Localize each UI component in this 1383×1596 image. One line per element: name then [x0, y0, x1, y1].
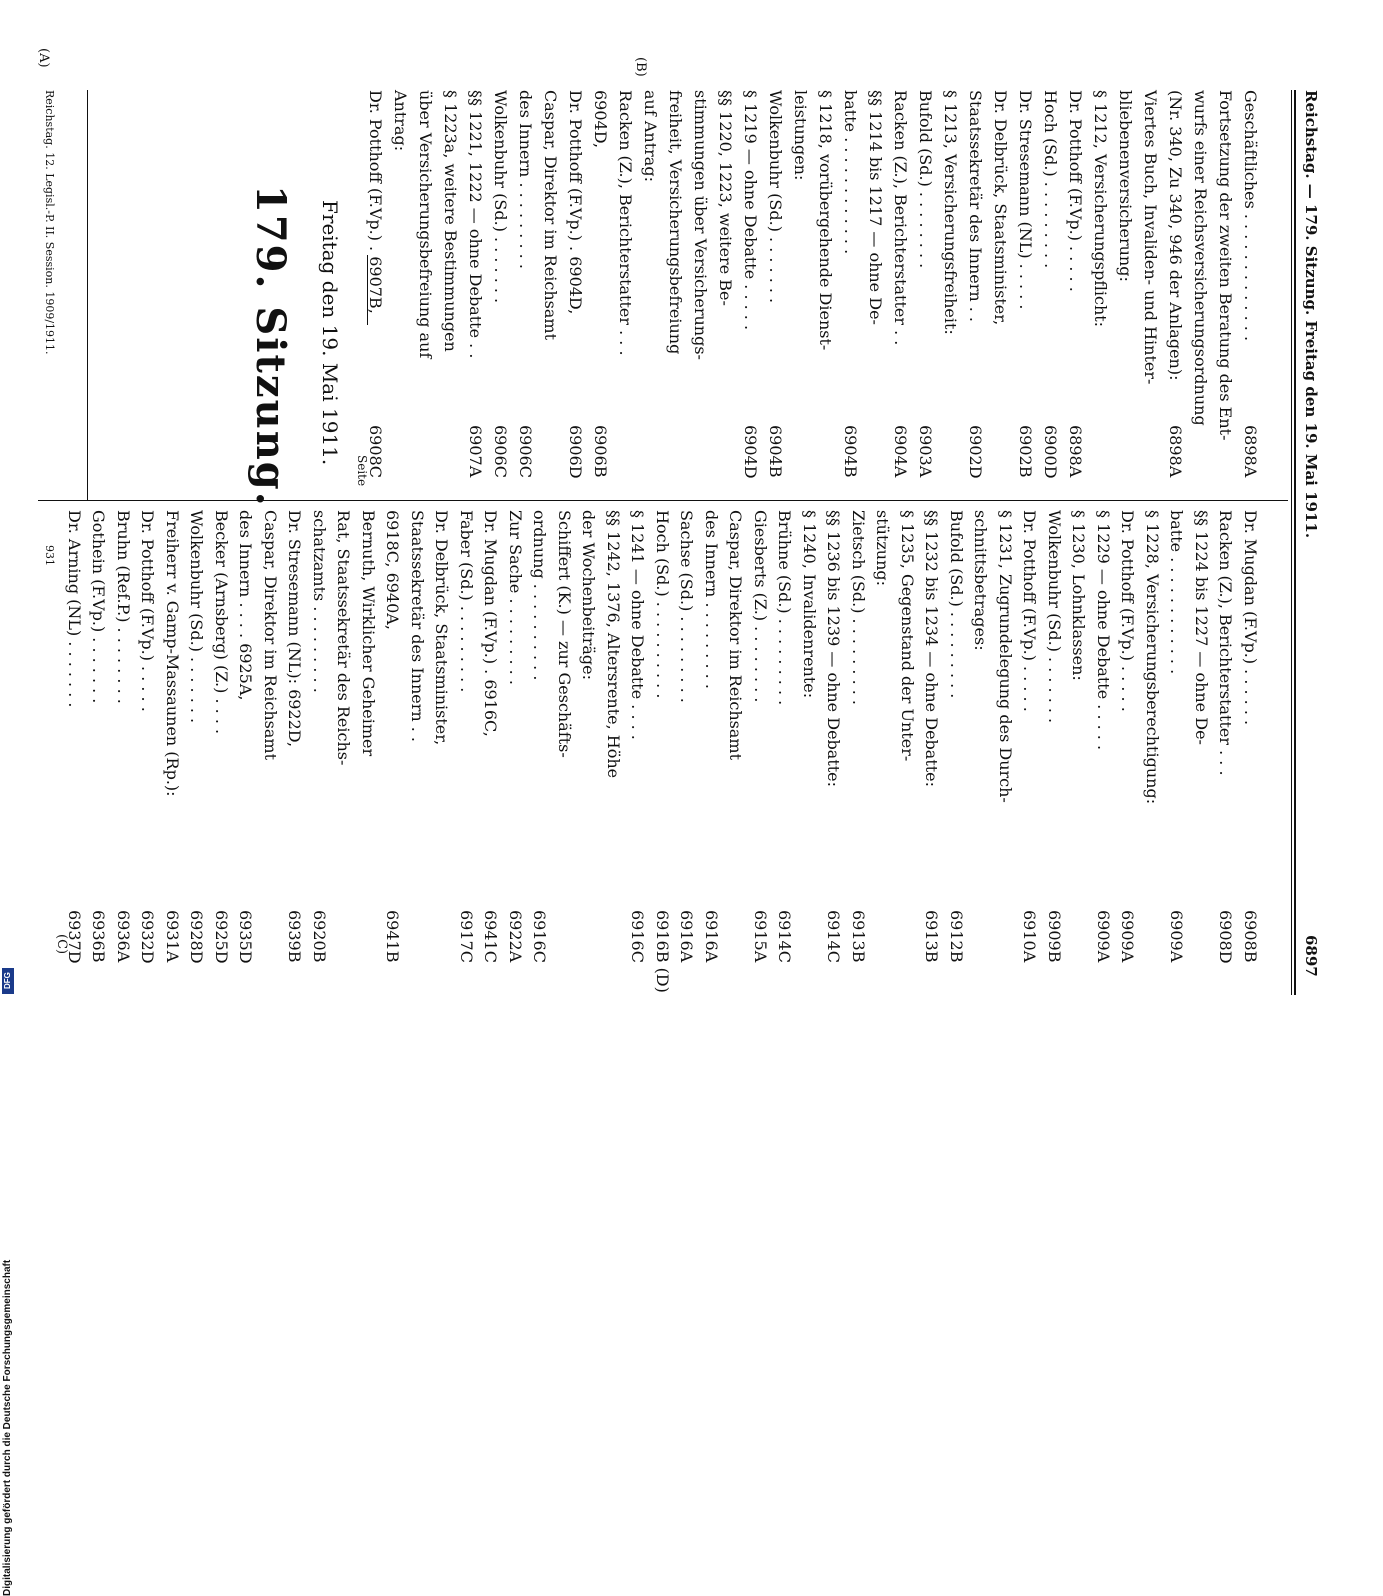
- index-entry-page: 6902B: [1016, 425, 1035, 478]
- running-header: Reichstag. — 179. Sitzung. Freitag den 19. Mai 1911.: [1302, 90, 1320, 539]
- index-entry-page: 6912B: [947, 910, 966, 963]
- index-entry-page: 6910A: [1020, 910, 1040, 963]
- index-entry: [236, 510, 256, 964]
- index-entry-page: 6922A: [506, 910, 525, 963]
- index-entry: [604, 510, 623, 778]
- index-entry-text: § 1241 — ohne Debatte . . . .: [628, 510, 648, 740]
- rotated-document-page: [30, 0, 1330, 1000]
- index-entry: [366, 90, 385, 478]
- index-entry: [1091, 90, 1110, 327]
- index-entry: [335, 510, 354, 765]
- index-entry-page: 6909A: [1167, 910, 1187, 963]
- index-entry: [849, 510, 868, 963]
- index-entry-text: freiheit, Versicherungsbefreiung: [666, 90, 685, 355]
- index-entry-text: schnittsbetrages:: [971, 510, 991, 651]
- index-entry-text: § 1218, vorübergehende Dienst-: [816, 90, 835, 351]
- index-entry-page: 6904B: [841, 425, 860, 478]
- margin-mark-a: (A): [36, 48, 51, 68]
- index-entry-text: Viertes Buch, Invaliden- und Hinter-: [1141, 90, 1160, 385]
- index-entry-text: Gothein (F.Vp.) . . . . . . .: [89, 510, 109, 704]
- index-entry: [741, 90, 760, 479]
- index-entry: [541, 90, 560, 340]
- header-rule: [1294, 90, 1296, 995]
- index-entry-page: 6936A: [114, 910, 133, 963]
- index-entry: [653, 510, 672, 993]
- index-entry: [966, 90, 985, 479]
- index-entry-text: § 1219 — ohne Debatte . . . . .: [741, 90, 760, 331]
- index-entry-text: Caspar, Direktor im Reichsamt: [261, 510, 280, 761]
- index-entry-page: 6907A: [466, 425, 485, 478]
- index-entry: [566, 90, 585, 479]
- index-entry-text: § 1230, Lohnklassen:: [1069, 510, 1089, 681]
- index-entry: [666, 90, 685, 354]
- index-entry-text: Dr. Arning (NL) . . . . . . .: [65, 510, 84, 708]
- index-entry-page: 6909A: [1118, 910, 1138, 963]
- index-entry-text: Racken (Z.), Berichterstatter . .: [891, 90, 910, 346]
- index-entry-text: §§ 1236 bis 1239 — ohne Debatte:: [824, 510, 844, 788]
- index-entry-text: 6918C, 6940A,: [383, 510, 403, 630]
- index-entry-page: 6939B: [285, 910, 305, 963]
- index-entry: [466, 90, 485, 478]
- index-entry: [716, 90, 735, 306]
- index-entry-text: §§ 1214 bis 1217 — ohne De-: [866, 90, 885, 325]
- index-entry-text: Racken (Z.), Berichterstatter . . .: [1216, 510, 1236, 776]
- index-entry-text: Dr. Potthoff (F.Vp.) . 6904D,: [566, 90, 585, 315]
- index-entry: [916, 90, 935, 478]
- index-entry-text: Wolkenbuhr (Sd.) . . . . . . .: [187, 510, 207, 724]
- index-entry-text: Dr. Potthoff (F.Vp.) . . . . .: [138, 510, 158, 712]
- page-number: 6897: [1302, 935, 1320, 977]
- index-entry: [416, 90, 435, 358]
- index-entry: [677, 510, 697, 963]
- index-entry: [163, 510, 182, 963]
- index-entry: [516, 90, 535, 478]
- index-entry: [922, 510, 942, 963]
- index-entry: [1094, 510, 1113, 963]
- index-entry-text: Bruhn (Ref.P.) . . . . . . . .: [114, 510, 133, 704]
- index-entry: [751, 510, 770, 963]
- index-entry-page: 6908D: [1216, 910, 1236, 964]
- margin-mark-b: (B): [633, 57, 648, 77]
- index-entry: [766, 90, 785, 478]
- index-entry-text: über Versicherungsbefreiung auf: [416, 90, 435, 359]
- index-entry: [1167, 510, 1187, 963]
- index-entry-text: Dr. Potthoff (F.Vp.) . . . . .: [1066, 90, 1085, 292]
- index-entry-text: Dr. Potthoff (F.Vp.) . 6907B,: [366, 90, 385, 314]
- index-entry-page: 6904B: [766, 425, 785, 478]
- index-entry-text: Dr. Potthoff (F.Vp.) . . . . .: [1020, 510, 1040, 712]
- index-entry-text: Faber (Sd.) . . . . . . . . .: [457, 510, 476, 693]
- index-entry-text: Schiffert (K.) — zur Geschäfts-: [555, 510, 574, 758]
- index-entry-text: Becker (Arnsberg) (Z.) . . . .: [212, 510, 231, 735]
- index-entry-text: Brühne (Sd.) . . . . . . . . .: [775, 510, 795, 706]
- index-entry: [65, 510, 84, 964]
- index-entry-page: 6928D: [187, 910, 207, 964]
- index-entry: [1116, 90, 1135, 282]
- index-entry-text: § 1235, Gegenstand der Unter-: [898, 510, 917, 762]
- index-entry-text: des Innern . . . . 6925A,: [236, 510, 256, 701]
- index-entry-text: Dr. Stresemann (NL): 6922D,: [285, 510, 305, 748]
- index-entry: [874, 510, 893, 586]
- index-entry: [1070, 510, 1089, 681]
- index-entry: [702, 510, 721, 963]
- index-entry: [1020, 510, 1040, 963]
- index-entry: [791, 90, 810, 180]
- index-entry-text: wurfs einer Reichsversicherungsordnung: [1191, 90, 1210, 426]
- index-entry: [1216, 510, 1236, 964]
- index-entry-text: Antrag:: [391, 90, 410, 152]
- index-entry-page: 6925D: [212, 910, 231, 964]
- index-entry-page: 6913B: [922, 910, 942, 963]
- index-entry-page: 6916A: [702, 910, 721, 963]
- index-entry-text: leistungen:: [791, 90, 810, 181]
- index-entry-text: Fortsetzung der zweiten Beratung des Ent-: [1216, 90, 1235, 441]
- index-entry: [591, 90, 610, 478]
- index-entry-text: des Innern . . . . . . . . .: [702, 510, 721, 689]
- index-entry: [628, 510, 648, 963]
- index-entry-text: Wolkenbuhr (Sd.) . . . . . . .: [766, 90, 785, 304]
- index-entry: [898, 510, 917, 761]
- column-divider: [38, 500, 1288, 501]
- index-entry: [991, 90, 1010, 325]
- dfg-logo: DFG: [2, 968, 14, 994]
- index-entry-text: Dr. Mugdan (F.Vp.) . 6916C,: [481, 510, 501, 737]
- index-entry: [138, 510, 158, 964]
- index-entry: [1191, 90, 1210, 426]
- index-entry-text: 6904D,: [591, 90, 610, 149]
- index-entry-page: 6941B: [383, 910, 403, 963]
- index-entry-text: Racken (Z.), Berichterstatter . . .: [616, 90, 635, 356]
- header-rule-thin: [1291, 90, 1292, 995]
- index-entry: [310, 510, 329, 963]
- index-entry-text: Sachse (Sd.) . . . . . . . . .: [677, 510, 697, 703]
- index-entry: [1016, 90, 1035, 478]
- index-entry: [359, 510, 378, 756]
- index-entry-page: 6917C: [457, 910, 476, 963]
- index-entry: [941, 90, 960, 335]
- index-entry: [1045, 510, 1064, 963]
- index-entry: [616, 90, 635, 356]
- index-entry: [947, 510, 966, 963]
- index-entry-text: §§ 1242, 1376, Altersrente, Höhe: [604, 510, 623, 779]
- index-entry-text: Giesberts (Z.) . . . . . . . .: [751, 510, 770, 703]
- index-entry-text: Dr. Delbrück, Staatsminister,: [432, 510, 452, 746]
- index-entry: [1143, 510, 1162, 804]
- index-entry: [866, 90, 885, 325]
- index-entry-page: 6903A: [916, 425, 935, 478]
- index-entry: [491, 90, 510, 478]
- index-entry-text: (Nr. 340, Zu 340, 946 der Anlagen):: [1166, 90, 1185, 381]
- index-entry-text: § 1240, Invalidenrente:: [800, 510, 819, 699]
- index-entry: [441, 90, 460, 352]
- index-entry: [408, 510, 427, 742]
- index-entry-page: 6900D: [1041, 425, 1060, 479]
- index-entry: [1066, 90, 1085, 478]
- index-entry-text: Bufold (Sd.) . . . . . . . .: [916, 90, 935, 269]
- index-entry-text: §§ 1221, 1222 — ohne Debatte . .: [466, 90, 485, 359]
- index-entry-text: stimmungen über Versicherungs-: [691, 90, 710, 360]
- index-entry-text: bliebenenversicherung:: [1116, 90, 1135, 282]
- index-entry: [1216, 90, 1235, 441]
- index-entry-page: 6906C: [491, 425, 510, 478]
- index-entry: [891, 90, 910, 478]
- index-entry-text: stützung:: [873, 510, 893, 587]
- index-entry-page: 6906B: [591, 425, 610, 478]
- index-entry-text: Staatssekretär des Innern . .: [966, 90, 985, 323]
- index-entry-text: §§ 1220, 1223, weitere Be-: [716, 90, 735, 306]
- index-entry-text: § 1213, Versicherungsfreiheit:: [941, 90, 960, 335]
- index-entry: [816, 90, 835, 350]
- index-entry: [1166, 90, 1185, 478]
- index-entry: [457, 510, 476, 963]
- index-entry-page: 6913B: [849, 910, 868, 963]
- index-entry-page: 6898A: [1066, 425, 1085, 478]
- index-entry-text: Wolkenbuhr (Sd.) . . . . . . .: [491, 90, 510, 304]
- index-entry: [996, 510, 1015, 803]
- index-entry-text: Rat, Staatssekretär des Reichs-: [334, 510, 354, 766]
- index-entry-page: 6902D: [966, 425, 985, 479]
- index-entry-page: 6904D: [741, 425, 760, 479]
- index-entry-text: Freiherr v. Gamp-Massaunen (Rp.):: [163, 510, 182, 797]
- index-entry-text: § 1231, Zugrundelegung des Durch-: [996, 510, 1015, 803]
- index-entry-text: der Wochenbeiträge:: [579, 510, 599, 681]
- index-entry: [261, 510, 280, 760]
- index-entry-text: ordnung . . . . . . . . . .: [530, 510, 550, 681]
- index-entry: [212, 510, 231, 964]
- index-entry-page: 6914C: [824, 910, 844, 963]
- index-entry-text: Bufold (Sd.) . . . . . . . . .: [947, 510, 966, 699]
- index-entry-text: Caspar, Direktor im Reichsamt: [541, 90, 560, 341]
- index-entry-text: § 1229 — ohne Debatte . . . . .: [1094, 510, 1113, 751]
- index-entry-text: Caspar, Direktor im Reichsamt: [726, 510, 746, 761]
- session-date: Freitag den 19. Mai 1911.: [318, 200, 342, 466]
- index-entry: [555, 510, 574, 758]
- index-entry-text: Dr. Mugdan (F.Vp.) . . . . . .: [1241, 510, 1260, 726]
- index-entry-text: batte . . . . . . . . . . . .: [1167, 510, 1187, 675]
- index-entry-page: 6936B: [89, 910, 109, 963]
- index-entry-page: 6914C: [775, 910, 795, 963]
- index-entry-text: batte . . . . . . . . . . . .: [841, 90, 860, 255]
- index-entry-page: 6935D: [236, 910, 256, 964]
- index-entry: [89, 510, 109, 963]
- seite-label: Seite: [355, 455, 369, 487]
- index-entry-page: 6909A: [1094, 910, 1113, 963]
- index-entry: [1241, 90, 1260, 478]
- index-entry: [691, 90, 710, 360]
- index-entry-text: Hoch (Sd.) . . . . . . . . . .: [653, 510, 672, 699]
- index-entry-text: des Innern . . . . . . . . .: [516, 90, 535, 269]
- index-entry: [506, 510, 525, 963]
- index-entry-text: Dr. Stresemann (NL) . . . . .: [1016, 90, 1035, 310]
- index-entry-text: Zietsch (Sd.) . . . . . . . . .: [849, 510, 868, 706]
- index-entry: [972, 510, 991, 651]
- index-entry-page: 6898A: [1241, 425, 1260, 478]
- index-entry: [383, 510, 403, 963]
- index-entry-text: Hoch (Sd.) . . . . . . . . .: [1041, 90, 1060, 269]
- index-entry: [580, 510, 599, 680]
- index-entry-page: 6931A: [163, 910, 182, 963]
- index-entry-text: § 1212, Versicherungspflicht:: [1091, 90, 1110, 328]
- index-entry-text: Wolkenbuhr (Sd.) . . . . . . .: [1045, 510, 1064, 724]
- dfg-strip: [0, 600, 16, 1596]
- index-entry-text: Dr. Potthoff (F.Vp.) . . . . .: [1118, 510, 1138, 712]
- index-entry-text: Zur Sache . . . . . . . . .: [506, 510, 525, 685]
- index-entry-page: 6915A: [751, 910, 770, 963]
- index-entry: [114, 510, 133, 963]
- index-entry-page: 6932D: [138, 910, 158, 964]
- index-entry: [824, 510, 844, 963]
- index-entry-text: auf Antrag:: [641, 90, 660, 182]
- index-entry-page: 6908C: [366, 425, 385, 478]
- index-entry: [1141, 90, 1160, 384]
- margin-mark-c: (C): [54, 934, 69, 955]
- index-entry-page: 6906C: [516, 425, 535, 478]
- index-entry: [187, 510, 207, 964]
- index-entry: [727, 510, 746, 760]
- index-entry: [391, 90, 410, 151]
- index-entry-text: § 1223a, weitere Bestimmungen: [441, 90, 460, 352]
- index-entry-text: Bernuth, Wirklicher Geheimer: [359, 510, 378, 757]
- footer-right: 931: [43, 545, 56, 566]
- dfg-credit-text: Digitalisierung gefördert durch die Deutsche Forschungsgemeinschaft: [2, 1259, 13, 1596]
- index-entry-text: § 1228, Versicherungsberechtigung:: [1143, 510, 1162, 805]
- index-entry-text: §§ 1232 bis 1234 — ohne Debatte:: [922, 510, 942, 788]
- index-entry-page: 6906D: [566, 425, 585, 479]
- index-entry-page: 6909B: [1045, 910, 1064, 963]
- index-entry-page: 6916A: [677, 910, 697, 963]
- index-entry: [1041, 90, 1060, 479]
- index-entry: [841, 90, 860, 478]
- index-entry-text: schatzamts . . . . . . . . .: [310, 510, 329, 693]
- index-entry-page: 6920B: [310, 910, 329, 963]
- index-entry-page: 6916C: [628, 910, 648, 963]
- index-entry-page: 6916C: [530, 910, 550, 963]
- left-bottom-rule: [87, 90, 88, 500]
- index-entry: [481, 510, 501, 963]
- index-entry-page: 6908B: [1241, 910, 1260, 963]
- index-entry: [641, 90, 660, 182]
- index-entry-page: 6904A: [891, 425, 910, 478]
- footer-left: Reichstag. 12. Legisl.-P. II. Session. 1909/1911.: [43, 90, 56, 355]
- index-entry-page: 6916B (D): [653, 910, 672, 993]
- index-entry-page: 6937D: [65, 910, 84, 964]
- index-entry: [800, 510, 819, 698]
- index-entry: [1241, 510, 1260, 963]
- index-entry: [775, 510, 795, 963]
- index-entry-page: 6898A: [1166, 425, 1185, 478]
- index-entry-text: Geschäftliches . . . . . . . . . . . . .: [1241, 90, 1260, 342]
- index-entry-text: Staatssekretär des Innern . .: [408, 510, 427, 743]
- index-entry-text: §§ 1224 bis 1227 — ohne De-: [1192, 510, 1211, 745]
- index-entry-page: 6941C: [481, 910, 501, 963]
- session-title: 179. Sitzung.: [247, 185, 294, 508]
- index-entry-text: Dr. Delbrück, Staatsminister,: [991, 90, 1010, 326]
- index-entry: [433, 510, 452, 745]
- index-entry: [530, 510, 550, 963]
- index-entry: [1192, 510, 1211, 745]
- index-entry: [1118, 510, 1138, 963]
- index-entry: [285, 510, 305, 963]
